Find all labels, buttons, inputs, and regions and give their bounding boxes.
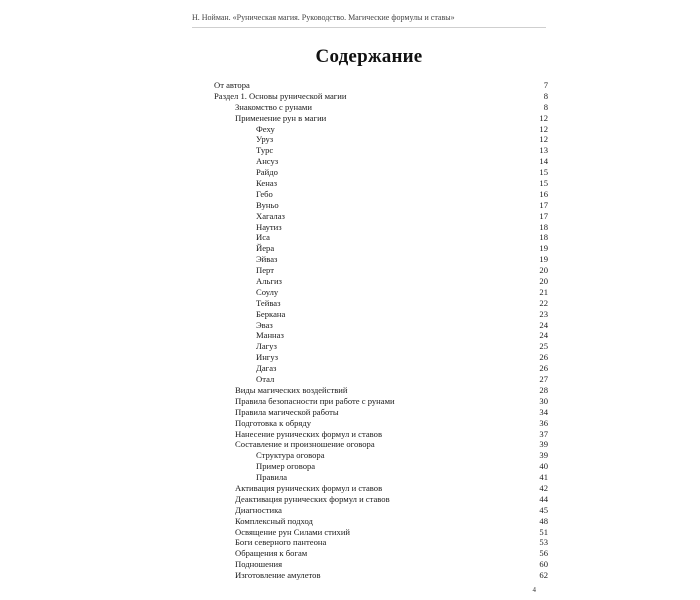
toc-entry-label: Правила безопасности при работе с рунами [235,395,395,406]
toc-entry-label: Тейваз [256,297,281,308]
toc-entry-page: 27 [539,374,548,385]
toc-entry-page: 15 [539,167,548,178]
toc-entry-label: Беркана [256,308,286,319]
toc-entry[interactable] [214,265,548,276]
toc-entry-label: Правила магической работы [235,406,339,417]
toc-entry-label: Дагаз [256,363,277,374]
toc-entry-label: Подношения [235,559,283,570]
toc-entry-label: Йера [256,243,275,254]
toc-entry[interactable] [214,200,548,211]
toc-entry-page: 48 [539,515,548,526]
toc-entry[interactable] [214,537,548,548]
toc-entry-page: 15 [539,178,548,189]
toc-entry[interactable] [214,276,548,287]
toc-entry-page: 56 [539,548,548,559]
toc-entry-label: Пример оговора [256,461,316,472]
toc-entry[interactable] [214,243,548,254]
toc-entry-page: 53 [539,537,548,548]
toc-entry-label: Нанесение рунических формул и ставов [235,428,383,439]
toc-entry[interactable] [214,287,548,298]
toc-entry-label: Диагностика [235,504,282,515]
toc-entry[interactable] [214,330,548,341]
toc-entry-page: 20 [539,276,548,287]
toc-entry-label: Комплексный подход [235,515,313,526]
toc-entry[interactable] [214,527,548,538]
toc-entry[interactable] [214,352,548,363]
toc-entry-page: 26 [539,363,548,374]
toc-entry[interactable] [214,505,548,516]
toc-entry-page: 19 [539,243,548,254]
toc-entry[interactable] [214,374,548,385]
toc-entry-label: Знакомство с рунами [235,101,312,112]
toc-entry-page: 18 [539,232,548,243]
toc-entry-page: 7 [543,80,548,90]
toc-entry-label: Раздел 1. Основы рунической магии [214,90,347,101]
toc-entry-label: Перт [256,265,274,276]
running-header: Н. Нойман. «Руническая магия. Руководство. Магические формулы и ставы» [192,13,455,22]
toc-title: Содержание [315,46,423,67]
toc-entry-label: Альгиз [256,276,282,287]
toc-entry-label: Эваз [256,319,273,330]
toc-entry[interactable] [214,211,548,222]
toc-entry[interactable] [214,570,548,581]
toc-entry[interactable] [214,145,548,156]
toc-entry-label: Освящение рун Силами стихий [235,526,351,537]
toc-entry-label: Ансуз [256,156,279,167]
toc-entry[interactable] [214,80,548,91]
toc-entry-page: 60 [539,559,548,570]
toc-entry-page: 39 [539,439,548,450]
toc-entry-page: 19 [539,254,548,265]
toc-entry-label: Уруз [256,134,274,145]
toc-entry-label: От автора [214,80,250,90]
toc-entry[interactable] [214,189,548,200]
toc-entry-page: 14 [539,156,548,167]
toc-entry[interactable] [214,254,548,265]
toc-entry[interactable] [214,396,548,407]
toc-entry-label: Виды магических воздействий [235,384,348,395]
toc-entry-label: Правила [256,472,288,483]
toc-list [214,80,548,581]
toc-entry-page: 34 [539,406,548,417]
toc-entry-page: 40 [539,461,548,472]
toc-entry-label: Боги северного пантеона [235,537,327,548]
toc-entry[interactable] [214,418,548,429]
toc-entry[interactable] [214,232,548,243]
toc-entry-page: 17 [539,199,548,210]
toc-entry[interactable] [214,472,548,483]
toc-entry-label: Манназ [256,330,284,341]
toc-entry-page: 26 [539,352,548,363]
toc-entry-page: 24 [539,319,548,330]
toc-entry-label: Обращения к богам [235,548,308,559]
toc-entry-label: Вуньо [256,199,279,210]
toc-entry-page: 28 [539,384,548,395]
toc-entry-page: 62 [539,570,548,581]
toc-entry-label: Отал [256,374,275,385]
toc-entry-page: 41 [539,472,548,483]
toc-entry-page: 25 [539,341,548,352]
toc-entry[interactable] [214,124,548,135]
toc-entry-page: 42 [539,482,548,493]
toc-entry[interactable] [214,450,548,461]
toc-entry-page: 36 [539,417,548,428]
toc-entry-label: Наутиз [256,221,282,232]
toc-entry-page: 18 [539,221,548,232]
toc-entry-page: 30 [539,395,548,406]
toc-entry[interactable] [214,222,548,233]
toc-entry-label: Райдо [256,167,278,178]
toc-entry-page: 24 [539,330,548,341]
toc-entry[interactable] [214,439,548,450]
toc-entry[interactable] [214,102,548,113]
toc-entry-page: 21 [539,286,548,297]
toc-entry-label: Феху [256,123,275,134]
toc-entry[interactable] [214,113,548,124]
toc-entry-page: 23 [539,308,548,319]
toc-entry[interactable] [214,298,548,309]
toc-entry-label: Составление и произношение оговора [235,439,375,450]
toc-entry-label: Подготовка к обряду [235,417,312,428]
toc-entry[interactable] [214,407,548,418]
toc-entry[interactable] [214,320,548,331]
toc-entry-label: Эйваз [256,254,278,265]
toc-entry-page: 20 [539,265,548,276]
toc-entry[interactable] [214,156,548,167]
toc-entry-page: 37 [539,428,548,439]
toc-entry[interactable] [214,429,548,440]
toc-entry-label: Активация рунических формул и ставов [235,482,383,493]
toc-entry[interactable] [214,548,548,559]
toc-entry[interactable] [214,309,548,320]
toc-entry-page: 12 [539,123,548,134]
toc-entry-label: Применение рун в магии [235,112,327,123]
toc-entry-label: Турс [256,145,274,156]
toc-entry[interactable] [214,91,548,102]
toc-entry-label: Гебо [256,188,273,199]
toc-entry[interactable] [214,494,548,505]
toc-entry[interactable] [214,559,548,570]
toc-entry-page: 45 [539,504,548,515]
toc-entry-page: 8 [543,90,548,101]
toc-entry-label: Деактивация рунических формул и ставов [235,493,390,504]
toc-entry-page: 39 [539,450,548,461]
toc-entry[interactable] [214,516,548,527]
toc-entry-page: 44 [539,493,548,504]
toc-entry[interactable] [214,341,548,352]
document-page [180,0,548,600]
toc-entry-page: 8 [543,101,548,112]
header-divider [192,27,546,28]
toc-entry[interactable] [214,385,548,396]
toc-entry[interactable] [214,461,548,472]
toc-entry-page: 17 [539,210,548,221]
toc-entry-page: 51 [539,526,548,537]
toc-entry[interactable] [214,178,548,189]
toc-entry-label: Кеназ [256,178,278,189]
toc-entry-page: 12 [539,134,548,145]
toc-entry-label: Хагалаз [256,210,285,221]
toc-entry-label: Изготовление амулетов [235,570,321,581]
toc-entry-label: Соулу [256,286,279,297]
toc-entry-page: 16 [539,188,548,199]
toc-entry[interactable] [214,363,548,374]
toc-entry-label: Иса [256,232,270,243]
toc-entry-page: 13 [539,145,548,156]
toc-entry-label: Ингуз [256,352,279,363]
toc-entry[interactable] [214,167,548,178]
toc-entry[interactable] [214,483,548,494]
toc-entry-page: 12 [539,112,548,123]
toc-entry-page: 22 [539,297,548,308]
toc-entry[interactable] [214,134,548,145]
page-number: 4 [532,586,536,594]
toc-entry-label: Лагуз [256,341,277,352]
toc-entry-label: Структура оговора [256,450,325,461]
